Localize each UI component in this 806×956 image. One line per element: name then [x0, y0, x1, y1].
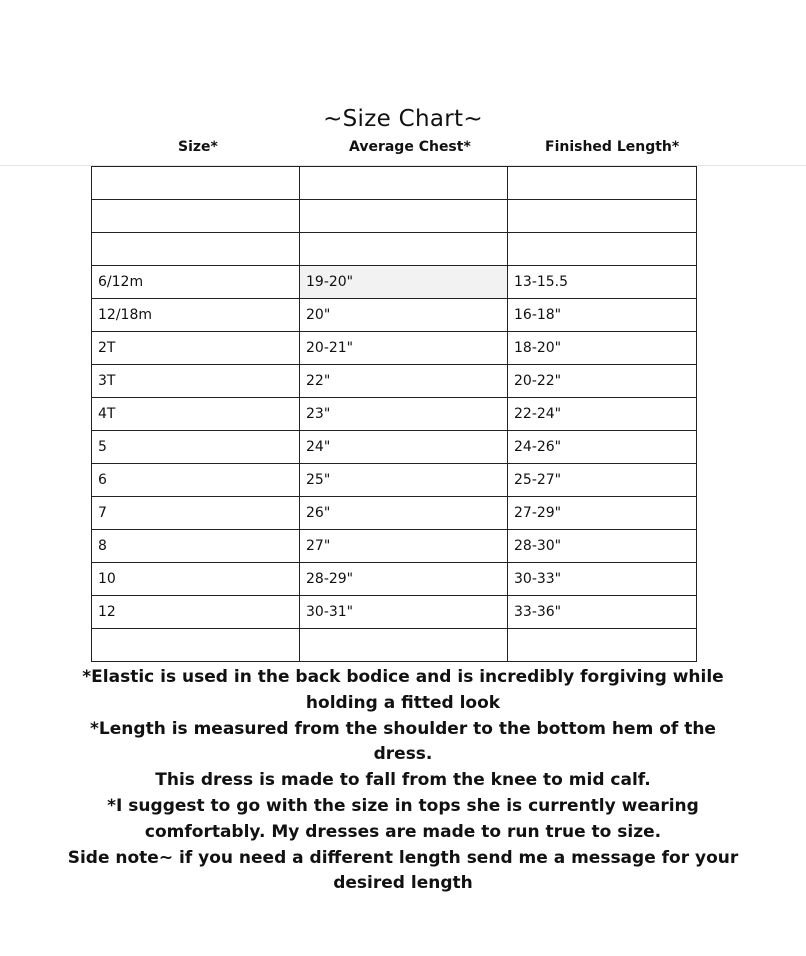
table-row	[92, 398, 697, 431]
size-cell	[92, 200, 300, 233]
column-header-finished-length: Finished Length*	[545, 139, 680, 155]
size-cell	[92, 167, 300, 200]
size-cell: 6	[92, 464, 300, 497]
chest-cell: 25"	[300, 464, 508, 497]
note-line: holding a fitted look	[305, 692, 501, 713]
note-line: This dress is made to fall from the knee to mid calf.	[155, 770, 651, 791]
length-cell: 30-33"	[508, 563, 697, 596]
chest-cell: 26"	[300, 497, 508, 530]
note-line: desired length	[333, 873, 473, 894]
table-row	[92, 266, 697, 299]
size-notes	[60, 665, 746, 897]
page-title: ~Size Chart~	[323, 106, 483, 132]
table-row	[92, 530, 697, 563]
length-cell	[508, 629, 697, 662]
length-cell: 27-29"	[508, 497, 697, 530]
table-row	[92, 233, 697, 266]
size-chart-table	[91, 166, 697, 662]
size-cell: 2T	[92, 332, 300, 365]
table-row	[92, 299, 697, 332]
size-cell: 7	[92, 497, 300, 530]
column-header-average-chest: Average Chest*	[349, 139, 471, 155]
size-cell: 4T	[92, 398, 300, 431]
chest-cell	[300, 200, 508, 233]
size-cell: 5	[92, 431, 300, 464]
chest-cell: 24"	[300, 431, 508, 464]
chest-cell	[300, 629, 508, 662]
note-line: *Elastic is used in the back bodice and is incredibly forgiving while	[82, 667, 724, 687]
note-line: *Length is measured from the shoulder to the bottom hem of the dress.	[90, 718, 716, 765]
size-cell: 12/18m	[92, 299, 300, 332]
length-cell	[508, 233, 697, 266]
chest-cell: 28-29"	[300, 563, 508, 596]
size-cell	[92, 233, 300, 266]
table-row	[92, 497, 697, 530]
size-cell: 8	[92, 530, 300, 563]
length-cell: 16-18"	[508, 299, 697, 332]
chest-cell: 23"	[300, 398, 508, 431]
length-cell: 25-27"	[508, 464, 697, 497]
note-line: comfortably. My dresses are made to run true to size.	[144, 821, 662, 842]
table-row	[92, 563, 697, 596]
length-cell: 18-20"	[508, 332, 697, 365]
note-line: *I suggest to go with the size in tops she is currently wearing	[107, 795, 699, 816]
table-row	[92, 167, 697, 200]
chest-cell	[300, 233, 508, 266]
table-row	[92, 365, 697, 398]
chest-cell: 27"	[300, 530, 508, 563]
chest-cell: 19-20"	[300, 266, 508, 299]
size-cell: 10	[92, 563, 300, 596]
table-row	[92, 629, 697, 662]
length-cell: 13-15.5	[508, 266, 697, 299]
column-header-size: Size*	[178, 139, 218, 155]
size-cell	[92, 629, 300, 662]
table-row	[92, 596, 697, 629]
table-row	[92, 431, 697, 464]
chest-cell: 20"	[300, 299, 508, 332]
table-row	[92, 464, 697, 497]
table-row	[92, 332, 697, 365]
length-cell: 20-22"	[508, 365, 697, 398]
size-cell: 3T	[92, 365, 300, 398]
table-row	[92, 200, 697, 233]
note-line: Side note~ if you need a different length send me a message for your	[67, 847, 739, 868]
length-cell: 24-26"	[508, 431, 697, 464]
chest-cell: 30-31"	[300, 596, 508, 629]
chest-cell: 20-21"	[300, 332, 508, 365]
chest-cell: 22"	[300, 365, 508, 398]
length-cell: 33-36"	[508, 596, 697, 629]
size-cell: 6/12m	[92, 266, 300, 299]
length-cell	[508, 167, 697, 200]
chest-cell	[300, 167, 508, 200]
length-cell	[508, 200, 697, 233]
size-cell: 12	[92, 596, 300, 629]
length-cell: 28-30"	[508, 530, 697, 563]
length-cell: 22-24"	[508, 398, 697, 431]
